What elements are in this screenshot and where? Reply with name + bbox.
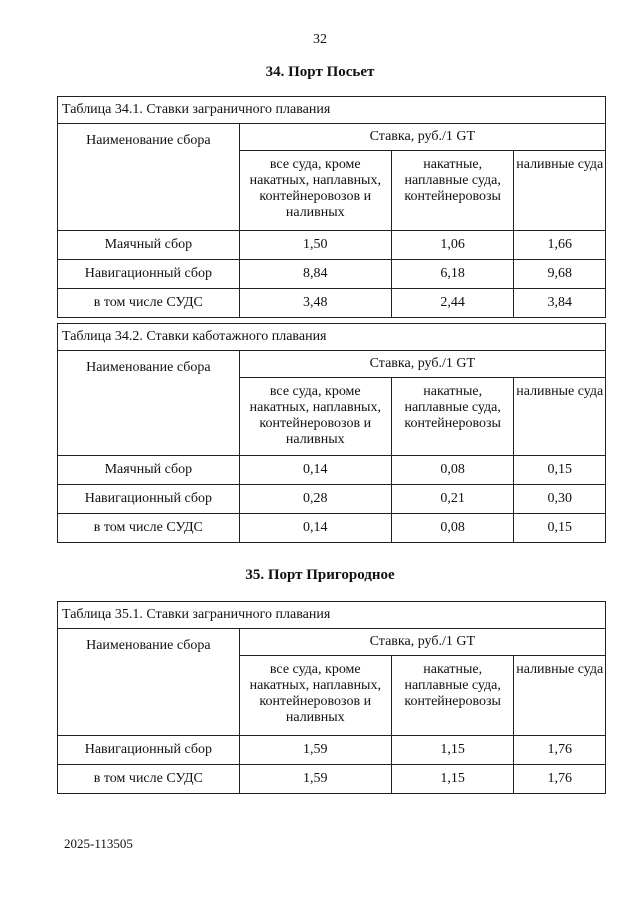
page-number: 32 — [313, 32, 327, 47]
table-row — [58, 260, 606, 289]
sub-header-ro-ro: накатные, наплавные суда, контейнеровозы — [391, 378, 514, 456]
cell-value: 0,28 — [239, 485, 391, 514]
table-row — [58, 485, 606, 514]
cell-value: 0,30 — [514, 485, 606, 514]
cell-value: 0,15 — [514, 514, 606, 543]
cell-value: 1,15 — [391, 736, 514, 765]
cell-value: 0,08 — [391, 456, 514, 485]
column-header-name: Наименование сбора — [58, 124, 240, 231]
cell-value: 1,66 — [514, 231, 606, 260]
table-34-1 — [57, 96, 606, 318]
cell-value: 1,06 — [391, 231, 514, 260]
row-name: Маячный сбор — [58, 456, 240, 485]
cell-value: 0,14 — [239, 514, 391, 543]
row-name: в том числе СУДС — [58, 765, 240, 794]
cell-value: 9,68 — [514, 260, 606, 289]
sub-header-tankers: наливные суда — [514, 378, 606, 456]
column-header-name: Наименование сбора — [58, 629, 240, 736]
table-row — [58, 231, 606, 260]
row-name: в том числе СУДС — [58, 289, 240, 318]
table-row — [58, 514, 606, 543]
cell-value: 1,76 — [514, 765, 606, 794]
table-caption: Таблица 34.2. Ставки каботажного плавания — [58, 324, 606, 351]
cell-value: 0,15 — [514, 456, 606, 485]
row-name: Навигационный сбор — [58, 736, 240, 765]
cell-value: 8,84 — [239, 260, 391, 289]
table-row — [58, 456, 606, 485]
row-name: в том числе СУДС — [58, 514, 240, 543]
table-34-2 — [57, 323, 606, 543]
cell-value: 0,21 — [391, 485, 514, 514]
sub-header-all-vessels: все суда, кроме накатных, наплавных, контейнеровозов и наливных — [239, 378, 391, 456]
cell-value: 0,08 — [391, 514, 514, 543]
cell-value: 3,84 — [514, 289, 606, 318]
column-header-rate: Ставка, руб./1 GT — [239, 629, 605, 656]
cell-value: 1,59 — [239, 736, 391, 765]
cell-value: 0,14 — [239, 456, 391, 485]
table-caption: Таблица 34.1. Ставки заграничного плавания — [58, 97, 606, 124]
cell-value: 1,15 — [391, 765, 514, 794]
section-heading-34: 34. Порт Посьет — [265, 64, 375, 80]
table-row — [58, 736, 606, 765]
sub-header-all-vessels: все суда, кроме накатных, наплавных, контейнеровозов и наливных — [239, 151, 391, 231]
sub-header-all-vessels: все суда, кроме накатных, наплавных, контейнеровозов и наливных — [239, 656, 391, 736]
cell-value: 3,48 — [239, 289, 391, 318]
cell-value: 1,59 — [239, 765, 391, 794]
footer-document-code: 2025-113505 — [64, 836, 133, 851]
sub-header-tankers: наливные суда — [514, 656, 606, 736]
column-header-rate: Ставка, руб./1 GT — [239, 124, 605, 151]
table-row — [58, 289, 606, 318]
row-name: Навигационный сбор — [58, 260, 240, 289]
table-35-1 — [57, 601, 606, 794]
column-header-rate: Ставка, руб./1 GT — [239, 351, 605, 378]
cell-value: 1,50 — [239, 231, 391, 260]
sub-header-ro-ro: накатные, наплавные суда, контейнеровозы — [391, 151, 514, 231]
table-row — [58, 765, 606, 794]
section-heading-35: 35. Порт Пригородное — [245, 567, 395, 583]
row-name: Навигационный сбор — [58, 485, 240, 514]
column-header-name: Наименование сбора — [58, 351, 240, 456]
sub-header-tankers: наливные суда — [514, 151, 606, 231]
cell-value: 6,18 — [391, 260, 514, 289]
row-name: Маячный сбор — [58, 231, 240, 260]
cell-value: 2,44 — [391, 289, 514, 318]
cell-value: 1,76 — [514, 736, 606, 765]
table-caption: Таблица 35.1. Ставки заграничного плавания — [58, 602, 606, 629]
sub-header-ro-ro: накатные, наплавные суда, контейнеровозы — [391, 656, 514, 736]
